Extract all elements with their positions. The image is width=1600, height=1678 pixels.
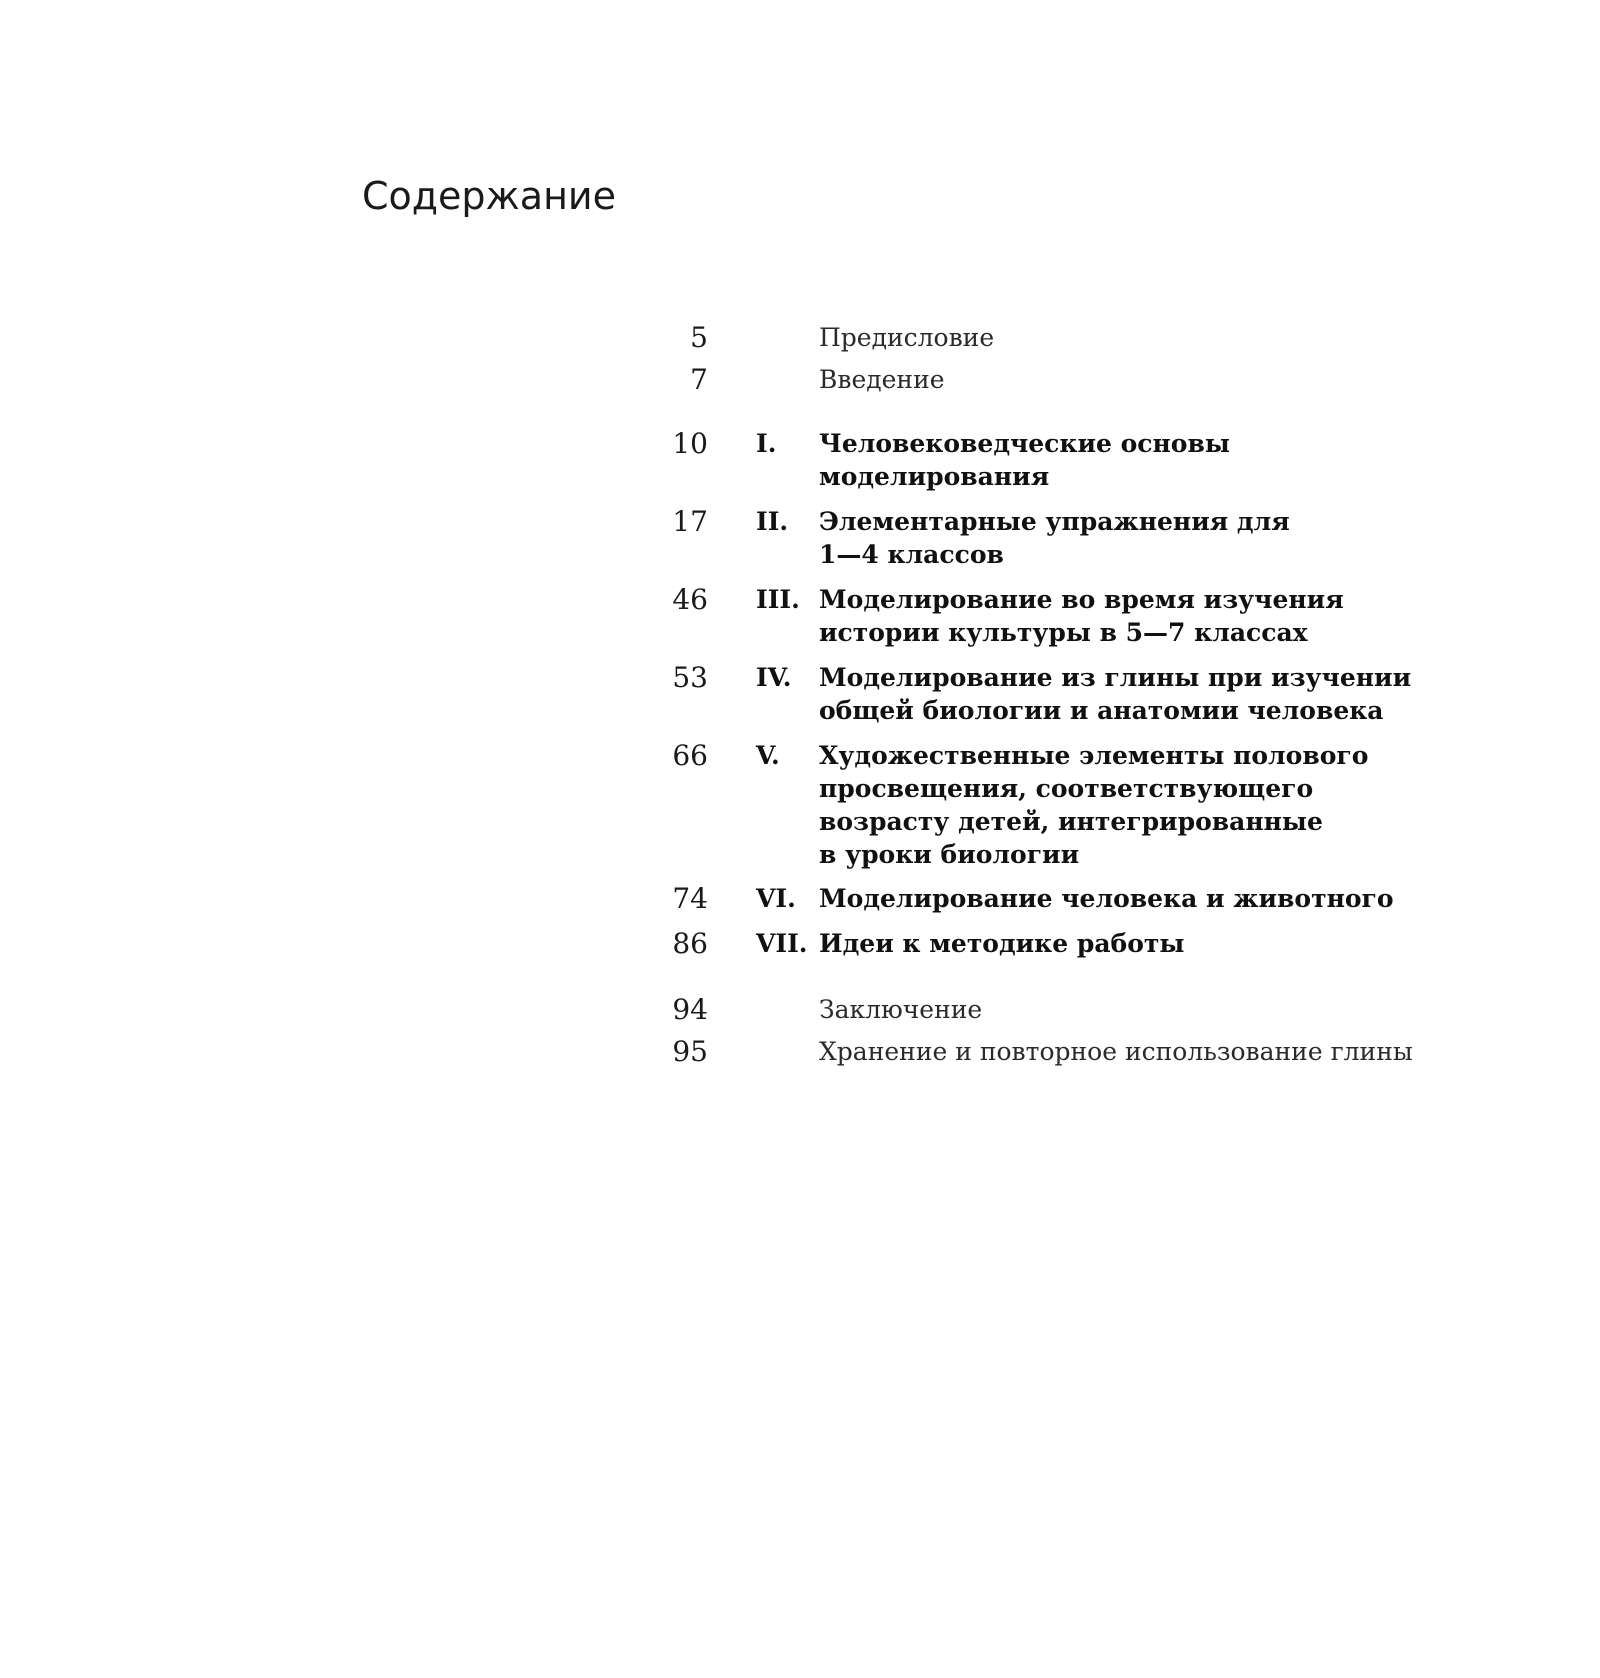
toc-entry-title bbox=[819, 1035, 1519, 1068]
toc-page-number: 7 bbox=[690, 363, 708, 396]
toc-title-line: возрасту детей, интегрированные bbox=[819, 807, 1323, 836]
toc-title-line: Идеи к методике работы bbox=[819, 929, 1185, 958]
toc-page-number: 46 bbox=[672, 583, 708, 616]
toc-page-number: 86 bbox=[672, 927, 708, 960]
toc-title-line: Художественные элементы полового bbox=[819, 741, 1369, 770]
toc-entry-title bbox=[819, 363, 1519, 396]
toc-title-line: Моделирование человека и животного bbox=[819, 884, 1394, 913]
toc-title-line: Моделирование во время изучения bbox=[819, 585, 1344, 614]
toc-title-line: Элементарные упражнения для bbox=[819, 507, 1290, 536]
toc-title-line: Заключение bbox=[819, 995, 983, 1024]
chapter-numeral: I. bbox=[756, 429, 777, 458]
chapter-numeral: V. bbox=[756, 741, 780, 770]
toc-page-number: 53 bbox=[672, 661, 708, 694]
toc-entry-title bbox=[819, 993, 1519, 1026]
toc-title-line: Введение bbox=[819, 365, 945, 394]
toc-page-number: 66 bbox=[672, 739, 708, 772]
toc-page-number: 17 bbox=[672, 505, 708, 538]
chapter-numeral: VI. bbox=[756, 884, 796, 913]
chapter-numeral: VII. bbox=[756, 929, 808, 958]
chapter-numeral: III. bbox=[756, 585, 800, 614]
chapter-numeral: II. bbox=[756, 507, 789, 536]
toc-entry-title bbox=[819, 583, 1519, 649]
toc-title-line: истории культуры в 5—7 классах bbox=[819, 618, 1308, 647]
toc-entry-title bbox=[819, 505, 1519, 571]
toc-entry-title bbox=[819, 927, 1519, 960]
toc-title-line: общей биологии и анатомии человека bbox=[819, 696, 1384, 725]
toc-page-number: 94 bbox=[672, 993, 708, 1026]
toc-entry-title bbox=[819, 321, 1519, 354]
toc-title-line: Человековедческие основы bbox=[819, 429, 1230, 458]
toc-page-number: 5 bbox=[690, 321, 708, 354]
toc-title-line: в уроки биологии bbox=[819, 840, 1080, 869]
chapter-numeral: IV. bbox=[756, 663, 792, 692]
toc-title-line: Моделирование из глины при изучении bbox=[819, 663, 1412, 692]
toc-page-number: 95 bbox=[672, 1035, 708, 1068]
toc-title-line: 1—4 классов bbox=[819, 540, 1004, 569]
toc-title-line: Хранение и повторное использование глины bbox=[819, 1037, 1413, 1066]
toc-page-number: 10 bbox=[672, 427, 708, 460]
toc-title-line: Предисловие bbox=[819, 323, 995, 352]
page-title: Содержание bbox=[362, 174, 616, 218]
toc-title-line: моделирования bbox=[819, 462, 1050, 491]
toc-page-number: 74 bbox=[672, 882, 708, 915]
toc-entry-title bbox=[819, 661, 1519, 727]
toc-entry-title bbox=[819, 882, 1519, 915]
toc-entry-title bbox=[819, 739, 1519, 871]
toc-entry-title bbox=[819, 427, 1519, 493]
toc-title-line: просвещения, соответствующего bbox=[819, 774, 1314, 803]
